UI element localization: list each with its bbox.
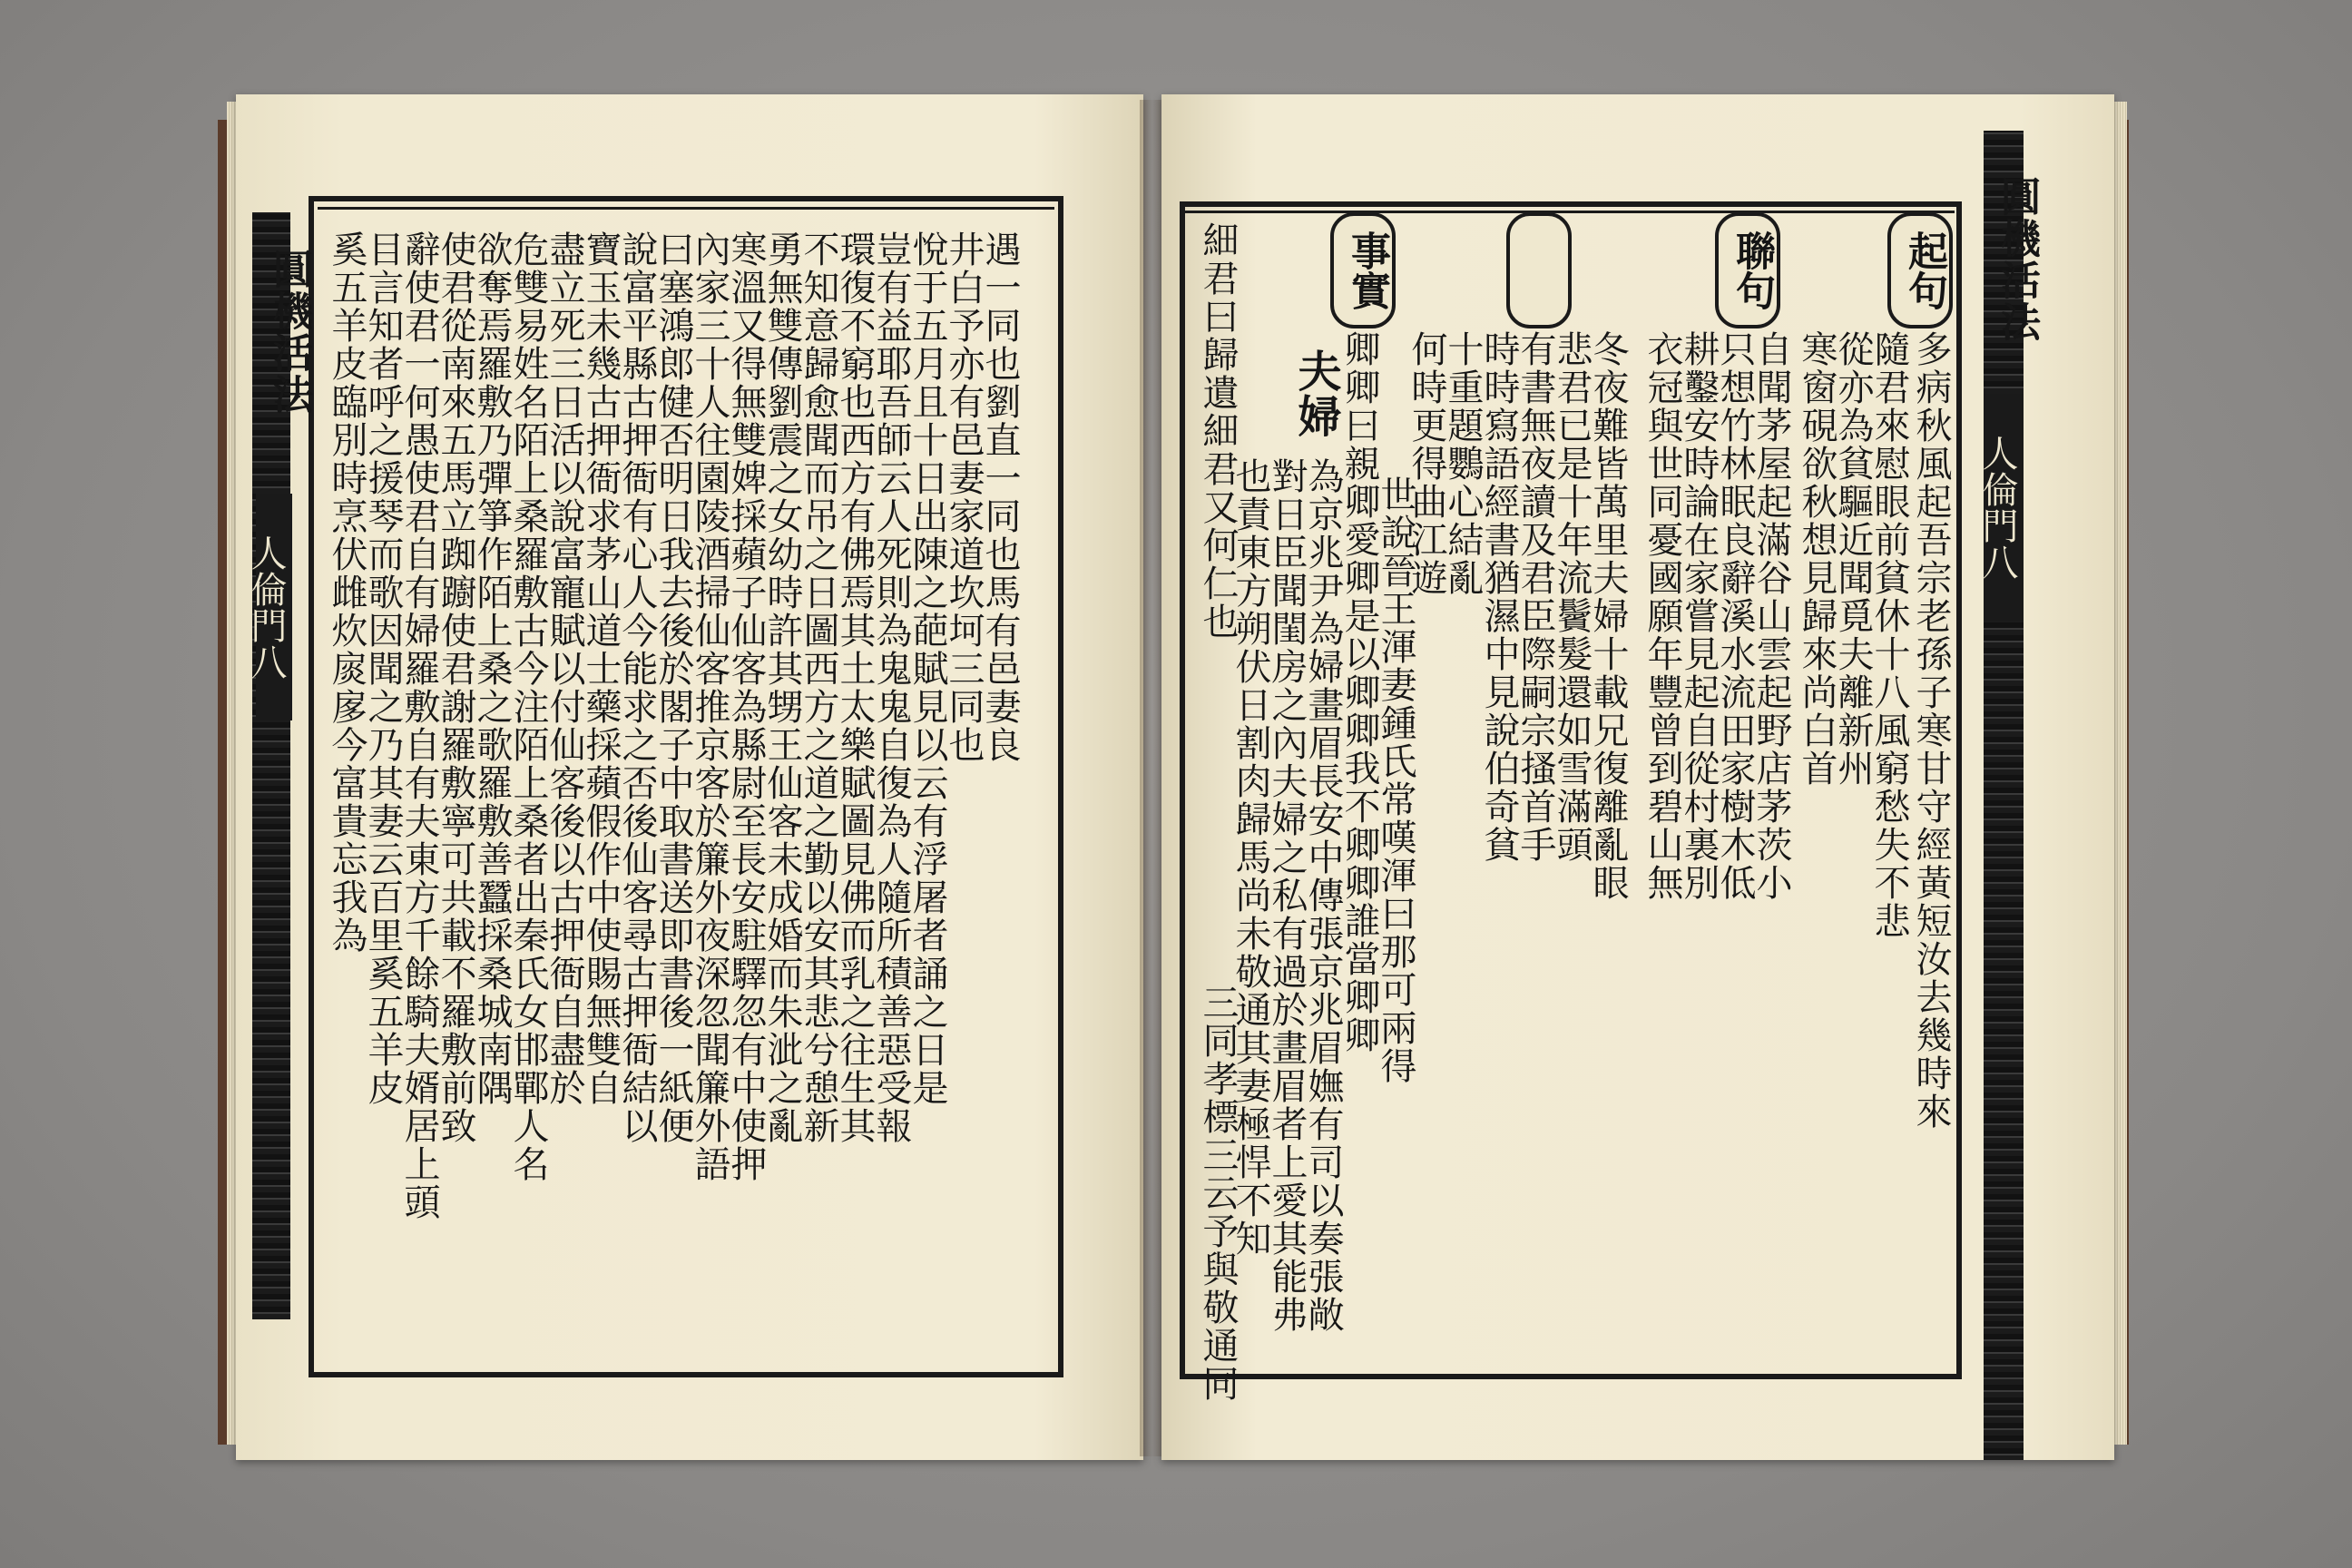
right-column-2: 隨君來慰眼前貧休十八風窮愁失不悲 <box>1868 330 1910 940</box>
label-qi-ju: 起句 <box>1887 212 1953 328</box>
left-column-2: 井白予亦有邑妻家道坎坷三同也 <box>943 230 985 764</box>
right-column-8: 衣冠與世同憂國願年豐曾到碧山無 <box>1642 330 1683 902</box>
left-section-tab: 人倫門八 <box>256 494 292 720</box>
left-column-11: 說富平縣古押衙有心人今能求之否後仙客尋古押衙結以 <box>616 230 658 1145</box>
right-column-9: 冬夜難皆萬里夫婦十載兄復離亂眼 <box>1587 330 1629 902</box>
left-column-13: 盡立死三日活以說富寵賦以付仙客後以古押衙自盡於 <box>544 230 585 1107</box>
left-column-18: 目言知者呼之援琴而歌因聞之乃其妻云百里奚五羊皮 <box>362 230 404 1107</box>
left-column-7: 勇無雙傳劉震之女幼時許其甥王仙客未成婚而朱泚之亂 <box>761 230 803 1145</box>
right-column-20: 細君曰歸遺細君又何仁也 <box>1197 221 1239 641</box>
right-column-10: 悲君已是十年流鬢髮還如雪滿頭 <box>1551 330 1592 864</box>
right-title-column: 圓機活法 <box>1994 176 2040 343</box>
right-page <box>1161 94 2114 1460</box>
left-column-17: 辭使君一何愚使君自有婦羅敷自有夫東方千餘騎夫婿居上頭 <box>398 230 440 1221</box>
left-column-4: 豈有益耶吾師云人死則為鬼鬼自復為人隨所積善惡受報 <box>870 230 912 1145</box>
left-page <box>236 94 1143 1460</box>
right-column-15: 世說晉王渾妻鍾氏常嘆渾曰那可兩得 <box>1375 475 1416 1085</box>
right-column-1: 多病秋風起吾宗老孫子寒甘守經黃短汝去幾時來 <box>1910 330 1952 1131</box>
left-column-16: 使君從南來五馬立踟躕使君謝羅敷寧可共載不羅敷前致 <box>435 230 476 1145</box>
right-column-3: 從亦為貧驅近聞覓夫離新州 <box>1832 330 1874 788</box>
label-lian-ju: 聯句 <box>1715 212 1780 328</box>
right-column-4: 寒窗硯欲秋想見歸來尚白首 <box>1796 330 1838 788</box>
right-column-19: 也責東方朔伏日割肉歸馬尚未敬通其妻極悍不知 <box>1230 457 1271 1258</box>
right-column-12: 時時寫語經書猶濕中見說伯奇貧 <box>1478 330 1520 864</box>
right-page-inner-rule <box>1185 211 1955 213</box>
left-column-19: 奚五羊皮臨別時烹伏雌炊扊扅今富貴忘我為 <box>326 230 368 955</box>
left-column-3: 悅于五月且十日出陳之葩賦見以云有浮屠者誦之日是 <box>906 230 948 1107</box>
right-column-5: 自聞茅屋起滿谷山雲起野店茅茨小 <box>1750 330 1792 902</box>
right-column-11: 有書無夜讀及君臣際嗣宗搔首手 <box>1514 330 1556 864</box>
left-column-10: 曰塞鴻郎健否明日我去後於閣子中取書送即書後一紙便 <box>652 230 694 1145</box>
left-column-8: 寒溫又得無雙婢採蘋子仙客為縣尉至長安駐驛忽有中使押 <box>725 230 767 1183</box>
right-column-14: 何時更得曲江遊 <box>1406 330 1447 597</box>
right-column-16: 卿卿曰親卿愛卿是以卿卿我不卿卿誰當卿卿 <box>1338 330 1380 1054</box>
section-heading-fufu: 夫婦 <box>1290 348 1341 439</box>
left-column-14: 危雙易姓名陌上桑羅敷古今注陌上桑者出秦氏女邯鄲人名 <box>507 230 549 1183</box>
right-column-13: 十重題鸚心結亂 <box>1442 330 1484 597</box>
right-column-17: 為京兆尹為婦畫眉長安中傳張京兆眉嫵有司以奏張敞 <box>1302 457 1344 1334</box>
left-page-inner-rule <box>318 207 1054 210</box>
right-column-18: 對日臣聞閨房之內夫婦之私有過於畫眉者上愛其能弗 <box>1266 457 1308 1334</box>
left-column-12: 寶玉未幾古押衙求茅山道士藥採蘋假作中使賜無雙自 <box>580 230 622 1107</box>
left-column-15: 欲奪焉羅敷乃彈箏作陌上桑之歌羅敷善蠶採桑城南隅 <box>471 230 513 1107</box>
right-section-tab: 人倫門八 <box>1984 394 2024 621</box>
label-jue-ju <box>1506 212 1572 328</box>
right-column-6: 只想竹林眠良辭溪水流田家樹木低 <box>1714 330 1756 902</box>
left-column-9: 內家三十人往園陵酒掃仙客推京客於簾外夜深忽聞簾外語 <box>689 230 730 1183</box>
label-shi-shi: 事實 <box>1330 212 1396 328</box>
left-title-column: 圓機活法 <box>266 249 312 416</box>
right-column-7: 耕鑿安時論在家嘗見起自從村裏別 <box>1678 330 1720 902</box>
left-column-1: 遇一同也劉直一同也馬有邑妻良 <box>979 230 1021 764</box>
open-book <box>218 83 2131 1479</box>
left-column-6: 不知意歸愈聞而吊之日圖西方之道之勤以安其悲兮憩新 <box>798 230 839 1145</box>
right-column-21: 三同孝標三云予與敬通同 <box>1197 984 1239 1403</box>
left-column-5: 環復不窮也西方有佛焉其土太樂賦圖見佛而乳之往生其 <box>834 230 876 1145</box>
